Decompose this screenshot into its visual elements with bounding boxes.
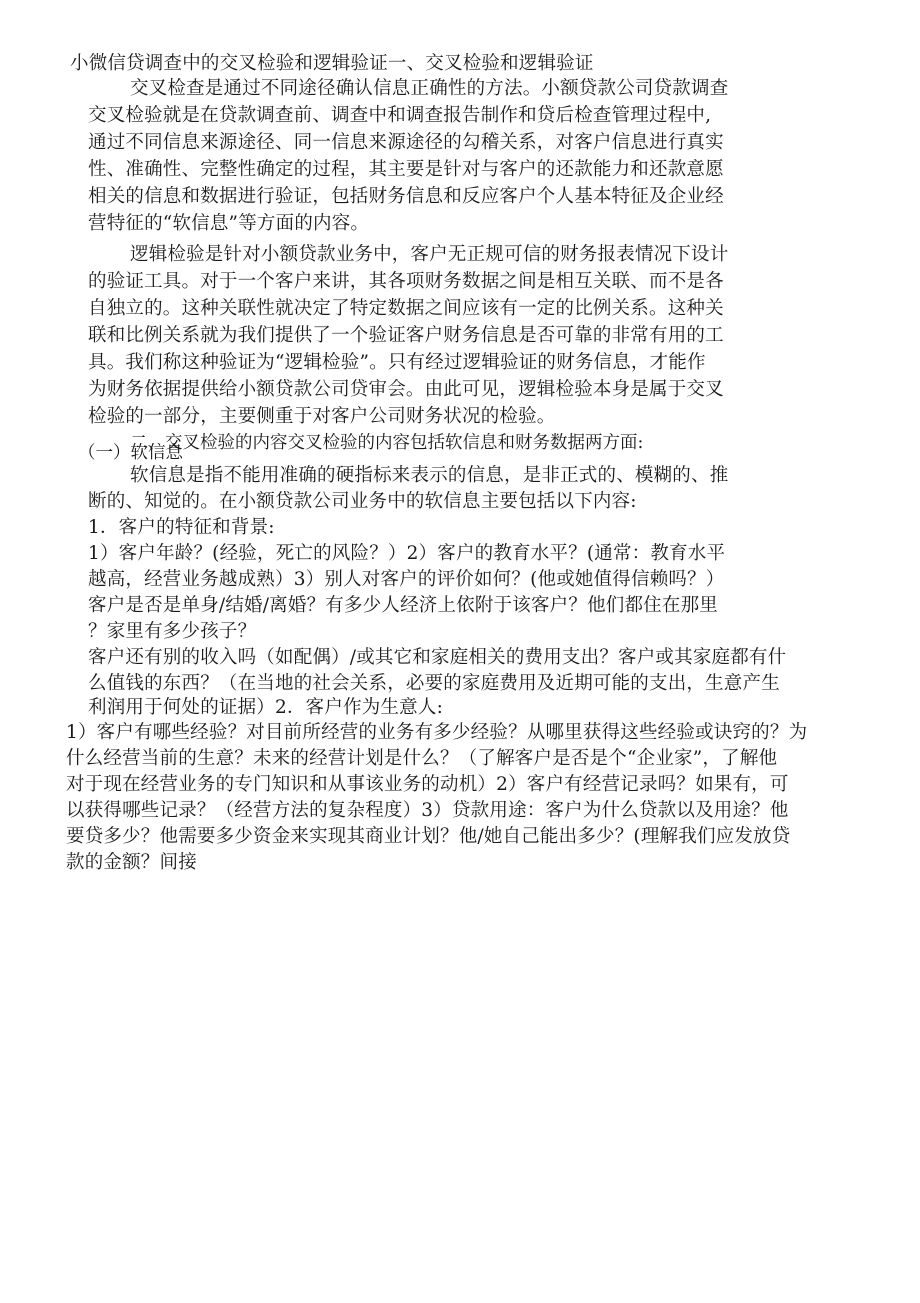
- text-line: 么值钱的东西？（在当地的社会关系，必要的家庭费用及近期可能的支出，生意产生: [88, 673, 780, 694]
- text-line: 联和比例关系就为我们提供了一个验证客户财务信息是否可靠的非常有用的工: [88, 325, 724, 346]
- text-line: 相关的信息和数据进行验证，包括财务信息和反应客户个人基本特征及企业经: [88, 186, 724, 207]
- text-line: 营特征的“软信息”等方面的内容。: [88, 213, 370, 234]
- text-line: ？家里有多少孩子？: [88, 621, 257, 642]
- text-line: 具。我们称这种验证为“逻辑检验”。只有经过逻辑验证的财务信息，才能作: [88, 352, 706, 373]
- section-heading: 二、交叉检验的内容交叉检验的内容包括软信息和财务数据两方面:: [130, 433, 644, 453]
- text-line: 性、准确性、完整性确定的过程，其主要是针对与客户的还款能力和还款意愿: [88, 159, 724, 180]
- text-line: 为财务依据提供给小额贷款公司贷审会。由此可见，逻辑检验本身是属于交叉: [88, 379, 724, 400]
- text-line: 什么经营当前的生意？未来的经营计划是什么？（了解客户是否是个“企业家”，了解他: [66, 748, 778, 769]
- text-line: 1）客户有哪些经验？对目前所经营的业务有多少经验？从哪里获得这些经验或诀窍的？为: [66, 722, 808, 743]
- text-line: 交叉检查是通过不同途径确认信息正确性的方法。小额贷款公司贷款调查: [130, 78, 729, 99]
- document-title: 小微信贷调查中的交叉检验和逻辑验证一、交叉检验和逻辑验证: [70, 53, 594, 74]
- item-heading: 1．客户的特征和背景:: [88, 517, 275, 538]
- text-line: 自独立的。这种关联性就决定了特定数据之间应该有一定的比例关系。这种关: [88, 298, 724, 319]
- text-line: 利润用于何处的证据）2．客户作为生意人:: [88, 697, 444, 718]
- text-line: 越高，经营业务越成熟）3）别人对客户的评价如何？(他或她值得信赖吗？）: [88, 569, 725, 590]
- text-line: 客户还有别的收入吗（如配偶）/或其它和家庭相关的费用支出？客户或其家庭都有什: [88, 647, 787, 668]
- text-line: 交叉检验就是在贷款调查前、调查中和调查报告制作和贷后检查管理过程中,: [88, 105, 712, 126]
- text-line: 逻辑检验是针对小额贷款业务中，客户无正规可信的财务报表情况下设计: [130, 244, 729, 265]
- text-line: 对于现在经营业务的专门知识和从事该业务的动机）2）客户有经营记录吗？如果有，可: [66, 774, 789, 795]
- subsection-heading: （一）软信息: [78, 443, 183, 463]
- text-line: 通过不同信息来源途径、同一信息来源途径的勾稽关系，对客户信息进行真实: [88, 132, 724, 153]
- text-line: 客户是否是单身/结婚/离婚？有多少人经济上依附于该客户？他们都住在那里: [88, 595, 718, 616]
- text-line: 款的金额？间接: [66, 852, 197, 873]
- text-line: 以获得哪些记录？（经营方法的复杂程度）3）贷款用途：客户为什么贷款以及用途？他: [66, 800, 789, 821]
- text-line: 软信息是指不能用准确的硬指标来表示的信息，是非正式的、模糊的、推: [130, 465, 729, 486]
- text-line: 的验证工具。对于一个客户来讲，其各项财务数据之间是相互关联、而不是各: [88, 271, 724, 292]
- text-line: 断的、知觉的。在小额贷款公司业务中的软信息主要包括以下内容:: [88, 491, 637, 512]
- text-line: 检验的一部分，主要侧重于对客户公司财务状况的检验。: [88, 406, 556, 427]
- text-line: 1）客户年龄？(经验，死亡的风险？）2）客户的教育水平？(通常：教育水平: [88, 543, 726, 564]
- text-line: 要贷多少？他需要多少资金来实现其商业计划？他/她自己能出多少？(理解我们应发放贷: [66, 826, 791, 847]
